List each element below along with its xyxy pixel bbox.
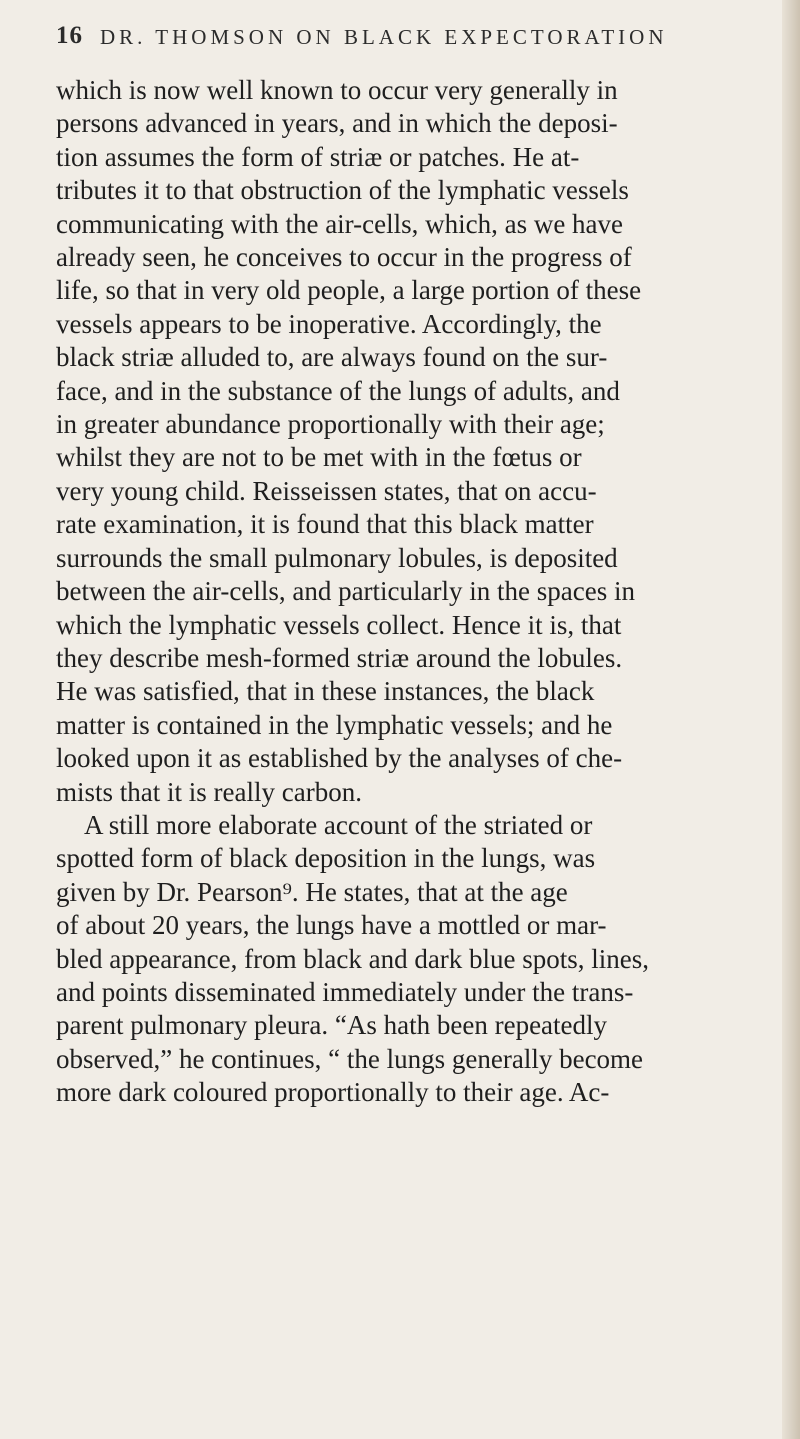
text-line: observed,” he continues, “ the lungs generally become: [56, 1043, 644, 1074]
text-line: face, and in the substance of the lungs of adults, and: [56, 375, 620, 406]
text-line: black striæ alluded to, are always found on the sur-: [56, 342, 608, 373]
text-line: A still more elaborate account of the striated or: [84, 809, 593, 840]
running-head: DR. THOMSON ON BLACK EXPECTORATION: [100, 25, 668, 49]
text-line: very young child. Reisseissen states, that on accu-: [56, 475, 597, 506]
text-line: they describe mesh-formed striæ around the lobules.: [56, 642, 623, 673]
text-line: tion assumes the form of striæ or patches. He at-: [56, 141, 580, 172]
page-edge-shadow: [782, 0, 800, 1439]
text-line: more dark coloured proportionally to their age. Ac-: [56, 1077, 610, 1108]
text-line: between the air-cells, and particularly in the spaces in: [56, 576, 635, 607]
text-line: communicating with the air-cells, which, as we have: [56, 208, 624, 239]
text-line: which is now well known to occur very generally in: [56, 75, 618, 105]
text-line: persons advanced in years, and in which the deposi-: [56, 108, 618, 139]
text-line: matter is contained in the lymphatic vessels; and he: [56, 709, 613, 740]
text-line: tributes it to that obstruction of the lymphatic vessels: [56, 175, 629, 206]
text-line: whilst they are not to be met with in the fœtus or: [56, 442, 582, 473]
text-line: vessels appears to be inoperative. Accordingly, the: [56, 308, 602, 339]
text-line: rate examination, it is found that this black matter: [56, 509, 594, 540]
text-line: looked upon it as established by the analyses of che-: [56, 743, 623, 774]
text-line: life, so that in very old people, a large portion of these: [56, 275, 642, 306]
text-line: in greater abundance proportionally with their age;: [56, 409, 605, 440]
text-line: bled appearance, from black and dark blue spots, lines,: [56, 943, 650, 974]
text-line: of about 20 years, the lungs have a mottled or mar-: [56, 910, 607, 941]
text-line: already seen, he conceives to occur in the progress of: [56, 242, 632, 273]
text-line: spotted form of black deposition in the lungs, was: [56, 843, 596, 874]
text-line: which the lymphatic vessels collect. Hence it is, that: [56, 609, 622, 640]
text-line: He was satisfied, that in these instances, the black: [56, 676, 595, 707]
paragraph-2: [56, 809, 744, 1110]
page-body: [56, 74, 744, 1110]
text-line: given by Dr. Pearson⁹. He states, that at the age: [56, 876, 568, 907]
text-line: parent pulmonary pleura. “As hath been repeatedly: [56, 1010, 608, 1041]
text-line: and points disseminated immediately under the trans-: [56, 976, 634, 1007]
paragraph-1: [56, 74, 744, 809]
page-header: [56, 22, 746, 62]
page-number: 16: [56, 22, 83, 49]
text-line: surrounds the small pulmonary lobules, is deposited: [56, 542, 618, 573]
text-line: mists that it is really carbon.: [56, 776, 362, 807]
